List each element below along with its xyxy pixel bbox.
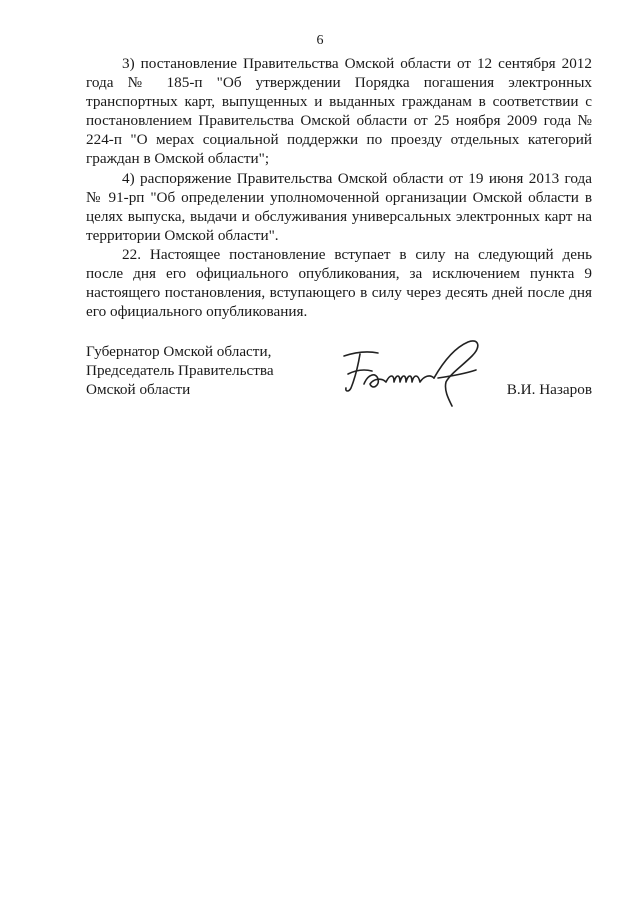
signatory-title-line: Омской области bbox=[86, 381, 191, 399]
paragraph-item-3: 3) постановление Правительства Омской области от 12 сентября 2012 года № 185-п "Об утверждении Порядка погашения электронных транспортных карт, выпущенных и выданных гражданам в соответствии с постановлением Правительства Омской области от 25 ноября 2009 года № 224-п "О мерах социальной поддержки по проезду отдельных категорий граждан в Омской области"; bbox=[86, 55, 592, 168]
document-body bbox=[86, 54, 592, 321]
paragraph-clause-22: 22. Настоящее постановление вступает в силу на следующий день после дня его официального опубликования, за исключением пункта 9 настоящего постановления, вступающего в силу через десять дней после дня его официального опубликования. bbox=[86, 245, 592, 321]
signatory-name: В.И. Назаров bbox=[506, 381, 592, 398]
signatory-title bbox=[86, 342, 274, 399]
handwritten-signature bbox=[334, 334, 494, 414]
signature-block bbox=[86, 342, 592, 422]
signatory-title-line: Губернатор Омской области, bbox=[86, 343, 272, 360]
paragraph-item-4: 4) распоряжение Правительства Омской области от 19 июня 2013 года № 91-рп "Об определении уполномоченной организации Омской области в целях выпуска, выдачи и обслуживания универсальных электронных карт на территории Омской области". bbox=[86, 169, 592, 244]
signatory-title-line: Председатель Правительства bbox=[86, 362, 274, 380]
page-number: 6 bbox=[316, 33, 324, 48]
